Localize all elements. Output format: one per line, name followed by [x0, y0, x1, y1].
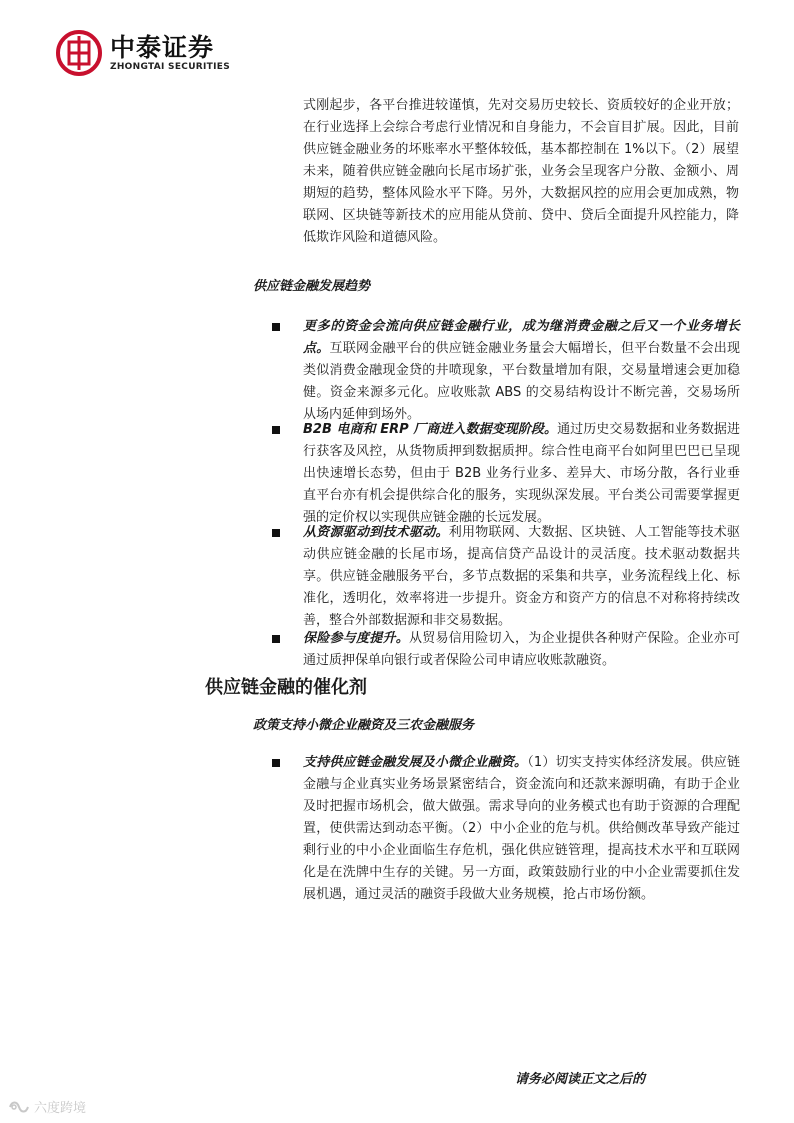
bullet-square-icon	[272, 426, 280, 434]
bullet-lead: B2B 电商和 ERP 厂商进入数据变现阶段。	[303, 422, 558, 437]
bullet-item	[272, 628, 740, 672]
bullet-square-icon	[272, 529, 280, 537]
section-heading-catalyst: 供应链金融的催化剂	[205, 677, 367, 698]
bullet-body: 从贸易信用险切入，为企业提供各种财产保险。企业亦可通过质押保单向银行或者保险公司申请应收账款融资。	[303, 631, 740, 668]
bullet-square-icon	[272, 635, 280, 643]
section-subtitle-policy: 政策支持小微企业融资及三农金融服务	[253, 718, 475, 733]
bullet-lead: 保险参与度提升。	[303, 631, 409, 646]
bullet-square-icon	[272, 759, 280, 767]
bullet-lead: 从资源驱动到技术驱动。	[303, 525, 449, 540]
section-title-trends: 供应链金融发展趋势	[253, 279, 371, 294]
bullet-item	[272, 419, 740, 529]
brand-name-cn: 中泰证券	[110, 32, 215, 62]
bullet-text	[303, 316, 740, 426]
watermark-text: 六度跨境	[34, 1101, 87, 1116]
bullet-lead: 支持供应链金融发展及小微企业融资。	[303, 755, 528, 770]
brand-logo	[56, 30, 230, 76]
bullet-text	[303, 419, 740, 529]
bullet-body: 通过历史交易数据和业务数据进行获客及风控，从货物质押到数据质押。综合性电商平台如阿里巴巴已呈现出快速增长态势，但由于 B2B 业务行业多、差异大、市场分散，各行业垂直平台亦有机会提供综合化的服务，实现纵深发展。平台类公司需要掌握更强的定价权以实现供应链金融的长远发展。	[303, 422, 740, 525]
bullet-body: 互联网金融平台的供应链金融业务量会大幅增长，但平台数量不会出现类似消费金融现金贷的井喷现象，平台数量增加有限，交易量增速会更加稳健。资金来源多元化。应收账款 ABS 的交易结构设计不断完善，交易场所从场内延伸到场外。	[303, 341, 740, 422]
bullet-text	[303, 628, 740, 672]
bullet-text	[303, 522, 740, 632]
bullet-square-icon	[272, 323, 280, 331]
bullet-item	[272, 316, 740, 426]
footer-disclaimer: 请务必阅读正文之后的	[515, 1072, 646, 1087]
bullet-lead: 更多的资金会流向供应链金融行业，成为继消费金融之后又一个业务增长点。	[303, 319, 740, 356]
bullet-body: 利用物联网、大数据、区块链、人工智能等技术驱动供应链金融的长尾市场，提高信贷产品设计的灵活度。技术驱动数据共享。供应链金融服务平台，多节点数据的采集和共享，业务流程线上化、标准化，透明化，效率将进一步提升。资金方和资产方的信息不对称将持续改善，整合外部数据源和非交易数据。	[303, 525, 740, 628]
bullet-text	[303, 752, 740, 906]
brand-name-en: ZHONGTAI SECURITIES	[110, 61, 230, 72]
bullet-item	[272, 752, 740, 906]
zhongtai-logo-icon	[56, 30, 102, 76]
watermark	[8, 1097, 86, 1116]
intro-paragraph: 式刚起步，各平台推进较谨慎，先对交易历史较长、资质较好的企业开放；在行业选择上会综合考虑行业情况和自身能力，不会盲目扩展。因此，目前供应链金融业务的坏账率水平整体较低，基本都控制在 1%以下。（2）展望未来，随着供应链金融向长尾市场扩张，业务会呈现客户分散、金额小、周期短的趋势，整体风险水平下降。另外，大数据风控的应用会更加成熟，物联网、区块链等新技术的应用能从贷前、贷中、贷后全面提升风控能力，降低欺诈风险和道德风险。	[303, 98, 739, 245]
bullet-body: （1）切实支持实体经济发展。供应链金融与企业真实业务场景紧密结合，资金流向和还款来源明确，有助于企业及时把握市场机会，做大做强。需求导向的业务模式也有助于资源的合理配置，使供需达到动态平衡。（2）中小企业的危与机。供给侧改革导致产能过剩行业的中小企业面临生存危机，强化供应链管理，提高技术水平和互联网化是在洗牌中生存的关键。另一方面，政策鼓励行业的中小企业需要抓住发展机遇，通过灵活的融资手段做大业务规模，抢占市场份额。	[303, 755, 740, 902]
bullet-item	[272, 522, 740, 632]
watermark-logo-icon	[8, 1099, 30, 1115]
